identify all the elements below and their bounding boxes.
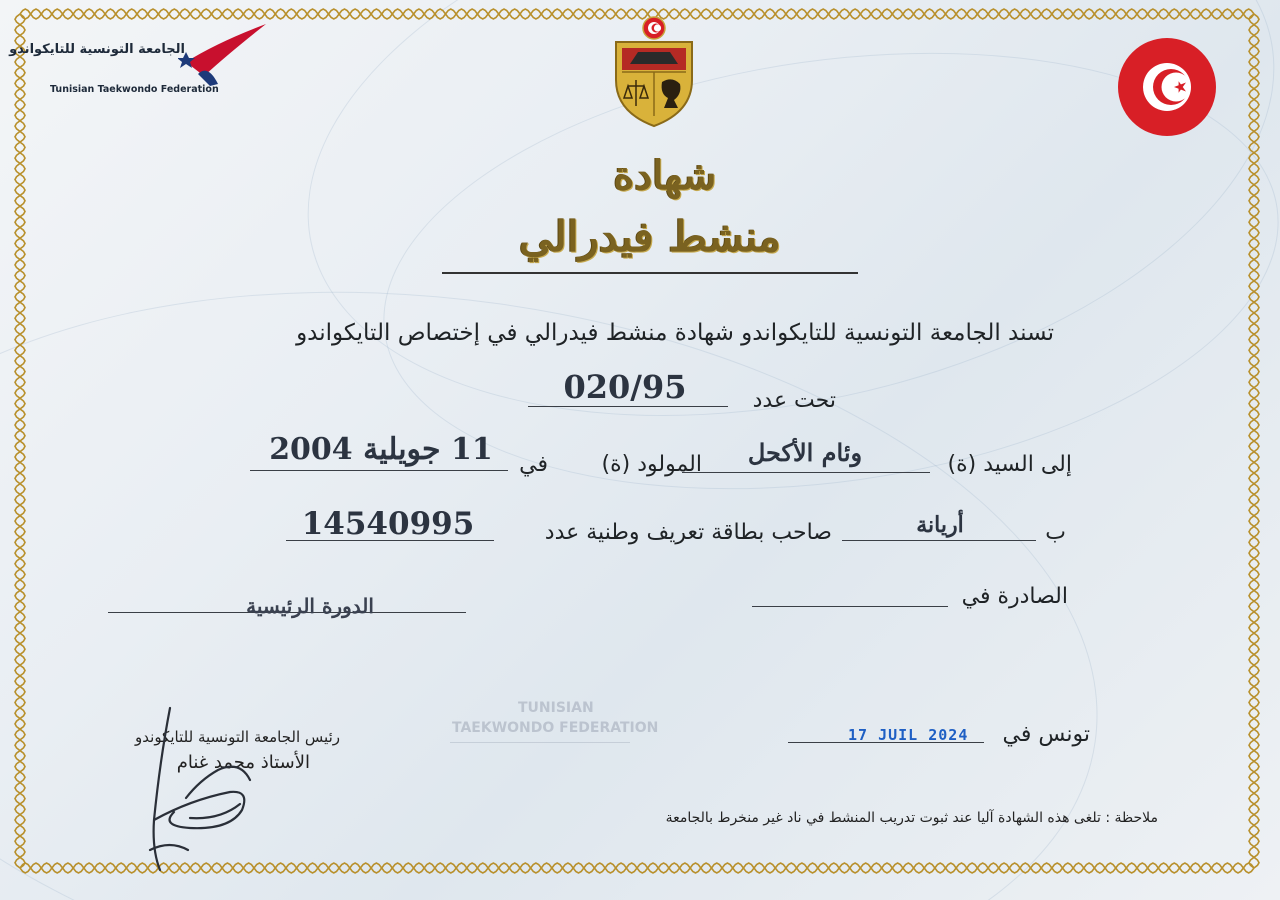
faint-stamp xyxy=(400,700,680,810)
signature-icon xyxy=(130,700,280,880)
border-chain xyxy=(15,14,25,868)
certificate-title: شهادة xyxy=(613,152,717,199)
tunisia-flag-icon xyxy=(1116,36,1218,138)
president-title: رئيس الجامعة التونسية للتايكوندو xyxy=(135,728,340,746)
border-chain xyxy=(1249,14,1259,868)
watermark-line1: TUNISIAN xyxy=(518,700,594,716)
at-label: ب xyxy=(1045,520,1066,545)
place-date-label: تونس في xyxy=(1002,722,1090,747)
in-label: في xyxy=(519,452,548,477)
certificate-subtitle: منشط فيدرالي xyxy=(519,212,781,261)
place-underline xyxy=(842,540,1036,541)
certificate-intro: تسند الجامعة التونسية للتايكواندو شهادة منشط فيدرالي في إختصاص التايكواندو xyxy=(296,320,1054,346)
to-label: إلى السيد (ة) xyxy=(947,452,1072,477)
number-underline xyxy=(528,406,728,407)
born-label: المولود (ة) xyxy=(601,452,702,477)
watermark-rule xyxy=(450,742,630,793)
number-value: 020/95 xyxy=(563,368,687,406)
coat-of-arms-icon xyxy=(608,14,700,129)
id-number: 14540995 xyxy=(301,506,475,542)
birthdate-underline xyxy=(250,470,508,471)
birth-date: 11 جويلية 2004 xyxy=(269,432,493,467)
watermark-line2: TAEKWONDO FEDERATION xyxy=(452,720,659,736)
issued-underline xyxy=(752,606,948,607)
name-underline xyxy=(682,472,930,473)
federation-logo xyxy=(9,38,280,103)
holder-name: وئام الأكحل xyxy=(747,438,863,467)
id-label: صاحب بطاقة تعريف وطنية عدد xyxy=(544,520,832,545)
note-text: ملاحظة : تلغى هذه الشهادة آليا عند ثبوت تدريب المنشط في ناد غير منخرط بالجامعة xyxy=(665,810,1158,826)
birth-place: أريانة xyxy=(916,512,964,538)
title-underline xyxy=(442,272,858,274)
president-name: الأستاذ محمد غنام xyxy=(176,752,310,773)
issued-value: الدورة الرئيسية xyxy=(246,594,374,618)
date-stamp: 17 JUIL 2024 xyxy=(848,726,969,744)
federation-name-ar-line1: الجامعة التونسية للتايكواندو xyxy=(9,42,185,57)
issued-label: الصادرة في xyxy=(961,584,1068,609)
federation-name-en: Tunisian Taekwondo Federation xyxy=(50,84,219,95)
federation-logo-icon xyxy=(178,24,273,99)
number-label: تحت عدد xyxy=(752,388,836,413)
